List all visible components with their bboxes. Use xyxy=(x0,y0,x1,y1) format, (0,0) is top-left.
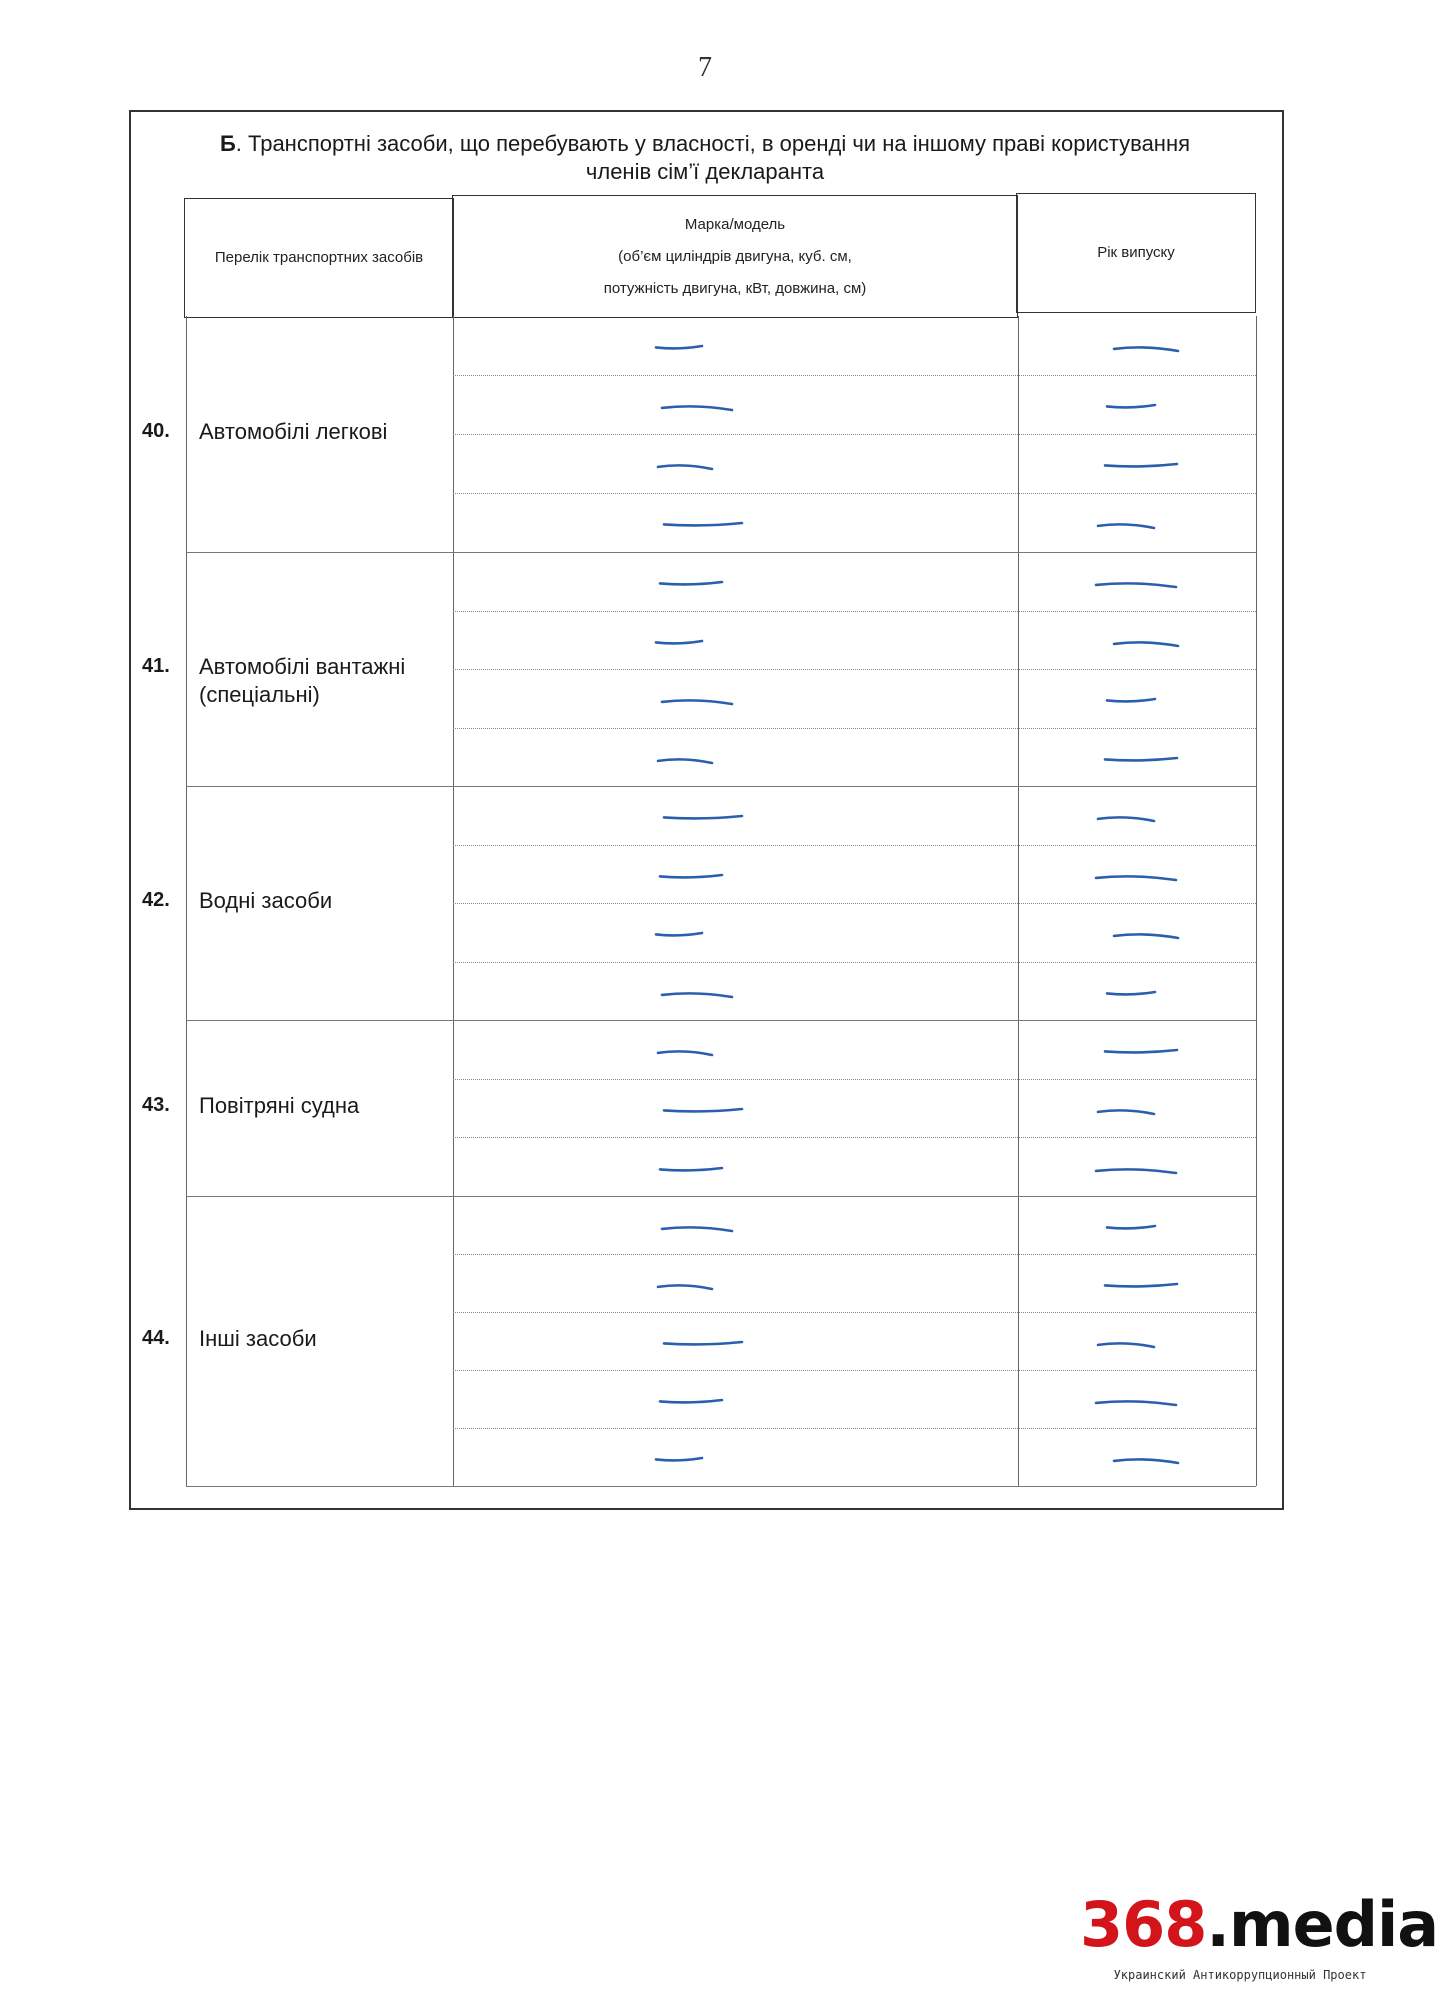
row-separator xyxy=(453,375,1256,376)
row-separator xyxy=(453,669,1256,670)
category-number: 44. xyxy=(142,1327,170,1349)
model-dash xyxy=(658,576,732,592)
model-dash xyxy=(662,1336,752,1352)
watermark-logo-black: .media xyxy=(1206,1888,1438,1961)
header-year xyxy=(1016,193,1256,313)
table-border-left xyxy=(186,316,187,1486)
category-number: 40. xyxy=(142,420,170,442)
row-separator xyxy=(453,1254,1256,1255)
header-transport-list-label: Перелік транспортних засобів xyxy=(214,249,424,266)
year-dash xyxy=(1096,517,1164,533)
model-dash xyxy=(658,1394,732,1410)
year-dash xyxy=(1103,752,1187,768)
category-separator xyxy=(186,1196,1256,1197)
year-dash xyxy=(1112,1452,1188,1468)
year-dash xyxy=(1094,869,1186,885)
model-dash xyxy=(660,693,742,709)
row-separator xyxy=(453,1079,1256,1080)
year-dash xyxy=(1103,1044,1187,1060)
watermark xyxy=(1080,1888,1438,1995)
category-label: Автомобілі легкові xyxy=(199,419,388,444)
header-transport-list xyxy=(184,198,454,318)
category-label: Водні засоби xyxy=(199,888,333,913)
model-dash xyxy=(658,1162,732,1178)
watermark-subtitle: Украинский Антикоррупционный Проект xyxy=(1113,1968,1367,1982)
category-label: Інші засоби xyxy=(199,1326,317,1351)
row-separator xyxy=(453,493,1256,494)
model-dash xyxy=(654,1452,712,1468)
year-dash xyxy=(1103,458,1187,474)
section-title-text: . Транспортні засоби, що перебувають у власності, в оренді чи на іншому праві користування членів сім’ї декларанта xyxy=(235,131,1191,184)
category-label: Автомобілі вантажні (спеціальні) xyxy=(199,654,406,707)
model-dash xyxy=(660,399,742,415)
row-separator xyxy=(453,903,1256,904)
year-dash xyxy=(1105,399,1165,415)
year-dash xyxy=(1105,1220,1165,1236)
section-letter: Б xyxy=(219,131,236,156)
header-model-line2: (об’єм циліндрів двигуна, куб. см, xyxy=(618,247,852,265)
year-dash xyxy=(1094,1162,1186,1178)
row-separator xyxy=(453,845,1256,846)
row-separator xyxy=(453,1312,1256,1313)
header-model-line1: Марка/модель xyxy=(684,215,786,233)
row-separator xyxy=(453,1428,1256,1429)
model-dash xyxy=(662,517,752,533)
table-border-right xyxy=(1256,316,1257,1486)
row-separator xyxy=(453,962,1256,963)
year-dash xyxy=(1094,576,1186,592)
year-dash xyxy=(1112,927,1188,943)
category-number: 42. xyxy=(142,889,170,911)
year-dash xyxy=(1105,693,1165,709)
header-model-line3: потужність двигуна, кВт, довжина, см) xyxy=(603,279,867,297)
model-dash xyxy=(660,1220,742,1236)
model-dash xyxy=(656,752,722,768)
watermark-logo-red: 368 xyxy=(1080,1888,1207,1961)
section-title xyxy=(210,130,1200,186)
table-divider-year xyxy=(1018,316,1019,1486)
row-separator xyxy=(453,1370,1256,1371)
category-label: Повітряні судна xyxy=(199,1093,360,1118)
category-separator xyxy=(186,786,1256,787)
model-dash xyxy=(662,810,752,826)
model-dash xyxy=(660,986,742,1002)
page-number: 7 xyxy=(698,52,712,83)
row-separator xyxy=(453,611,1256,612)
table-divider-model xyxy=(453,316,454,1486)
year-dash xyxy=(1105,986,1165,1002)
model-dash xyxy=(656,1278,722,1294)
row-separator xyxy=(453,434,1256,435)
year-dash xyxy=(1094,1394,1186,1410)
year-dash xyxy=(1112,340,1188,356)
header-year-label: Рік випуску xyxy=(1097,244,1175,261)
row-separator xyxy=(453,1137,1256,1138)
model-dash xyxy=(662,1103,752,1119)
model-dash xyxy=(656,1044,722,1060)
category-separator xyxy=(186,1486,1256,1487)
category-separator xyxy=(186,1020,1256,1021)
model-dash xyxy=(658,869,732,885)
category-separator xyxy=(186,552,1256,553)
model-dash xyxy=(654,635,712,651)
category-number: 43. xyxy=(142,1094,170,1116)
year-dash xyxy=(1096,810,1164,826)
year-dash xyxy=(1096,1103,1164,1119)
year-dash xyxy=(1112,635,1188,651)
model-dash xyxy=(656,458,722,474)
model-dash xyxy=(654,340,712,356)
year-dash xyxy=(1103,1278,1187,1294)
row-separator xyxy=(453,728,1256,729)
header-model xyxy=(452,195,1018,318)
model-dash xyxy=(654,927,712,943)
watermark-logo xyxy=(1080,1890,1438,1960)
year-dash xyxy=(1096,1336,1164,1352)
category-number: 41. xyxy=(142,655,170,677)
